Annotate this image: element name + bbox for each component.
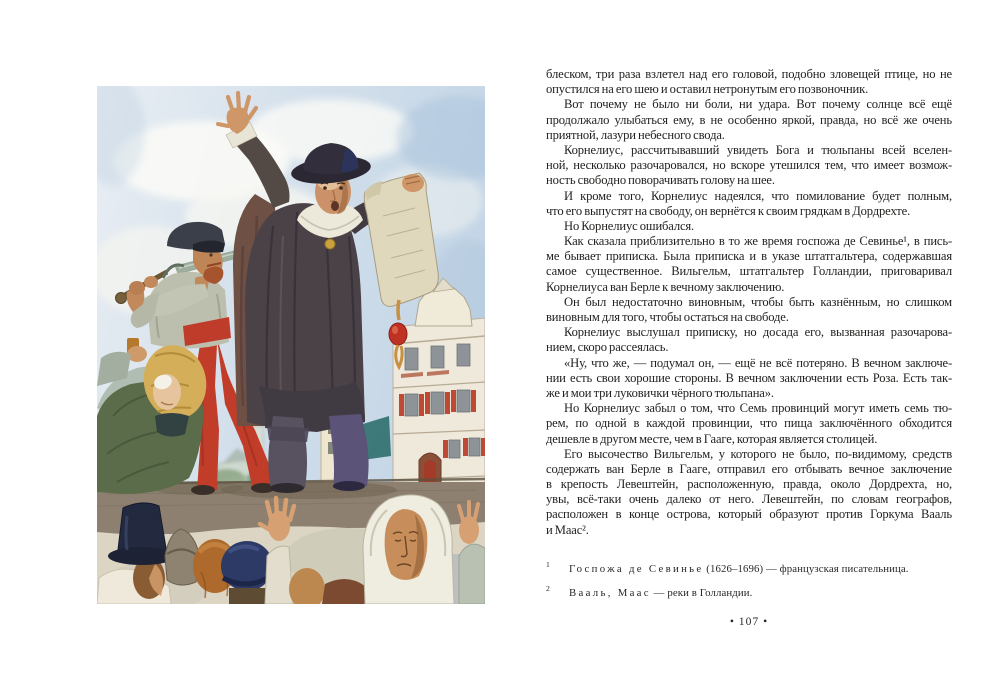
text-line: что его выпустят на свободу, он вернётся к своим грядкам в Дордрехте. [546,203,911,218]
text-line: Его высочество Вильгельм, у которого не было, по-видимому, средств [564,446,952,461]
open-mouth [331,201,339,211]
paragraph [546,219,952,234]
footnote-marker: 2 [546,584,550,594]
text-line: Но Корнелиус забыл о том, что Семь провинций могут иметь семь тю- [564,401,952,416]
text-line: приятной, лазури небесного свода. [546,127,725,142]
footnote-term: Вааль, Маас [569,587,651,600]
footnote-text: (1626–1696) — французская писательница. [703,562,909,575]
text-line: Как сказала приблизительно в то же время госпожа де Севинье¹, в пись- [564,234,952,249]
text-line: рем, по одной в каждой провинции, что пища заключённого обходится [546,416,952,431]
paragraph [546,67,952,97]
footnote-text: — реки в Голландии. [650,587,753,600]
text-line: И кроме того, Корнелиус надеялся, что помилование будет полным, [564,188,952,203]
text-line: Но Корнелиус ошибался. [564,218,695,233]
text-line: «Ну, что же, — подумал он, — ещё не всё потеряно. В вечном заключе- [564,355,952,370]
woman-in-headscarf [363,495,454,604]
body-text [546,67,952,538]
paragraph [546,189,952,219]
footnote-term: Госпожа де Севинье [569,562,704,575]
text-line: Корнелиус выслушал приписку, но досада его, вызванная разочарова- [564,325,952,340]
text-line: дешевле в другом месте, чем в Гааге, которая является столицей. [546,431,878,446]
paragraph [546,447,952,538]
text-line: Он был недостаточно виновным, чтобы быть казнённым, но слишком [564,294,952,309]
text-line: ме бывает приписка. Была приписка и в указе штатгальтера, содержавшая [546,249,952,264]
text-line: же и мои три луковички чёрного тюльпана». [546,385,774,400]
text-line: Корнелиус, рассчитывавший увидеть Бога и тюльпаны всей вселен- [564,142,952,157]
text-line: нии есть свои хорошие стороны. В вечном заключении есть Роза. Есть так- [546,370,952,385]
text-line: содержать ван Берле в Гааге, отправил его отбывать вечное заключение [546,461,952,476]
text-line: и Маас². [546,522,589,537]
crowd [97,495,485,604]
footnote-marker: 1 [546,559,550,569]
page-number: • 107 • [729,614,769,628]
footnote [546,555,952,580]
text-line: продолжало улыбаться ему, в не особенно яркой, правда, но всё же очень [546,112,952,127]
paragraph [546,234,952,295]
paragraph [546,325,952,355]
text-line: в крепость Левештейн, расположенную, правда, около Дордрехта, но, [546,477,952,492]
text-line: виновным для того, чтобы остаться на свободе. [546,310,789,324]
text-line: опустился на его шею и оставил нетронутым его позвоночник. [546,82,869,97]
text-line: увы, всё-таки очень далеко от него. Левештейн, по словам географов, [546,492,952,507]
footnote [546,579,952,604]
text-page [546,67,952,628]
text-line: ность свободно поворачивать голову на шее. [546,173,775,188]
watercolor-scene [97,86,485,604]
text-line: нием, скоро рассеялась. [546,340,669,355]
gold-pendant [325,239,335,249]
paragraph [546,295,952,325]
text-line: Вот почему не было ни боли, ни удара. Вот почему солнце всё ещё [564,97,952,112]
text-line: блеском, три раза взлетел над его головой, подобно зловещей птице, но не [546,67,952,81]
text-line: самое существенное. Вильгельм, штатгальтер Голландии, приговаривал [546,264,952,279]
paragraph [546,401,952,447]
paragraph [546,143,952,189]
footnotes [546,555,952,604]
paragraph [546,97,952,143]
paragraph [546,356,952,402]
text-line: Корнелиуса ван Берле к вечному заключению. [546,279,785,294]
text-line: расположен в конце острова, который образуют против Горкума Вааль [546,507,952,522]
text-line: ной, несколько разочаровался, но вскоре утешился тем, что имеет возмож- [546,158,952,173]
illustration-execution-scene [97,86,485,604]
